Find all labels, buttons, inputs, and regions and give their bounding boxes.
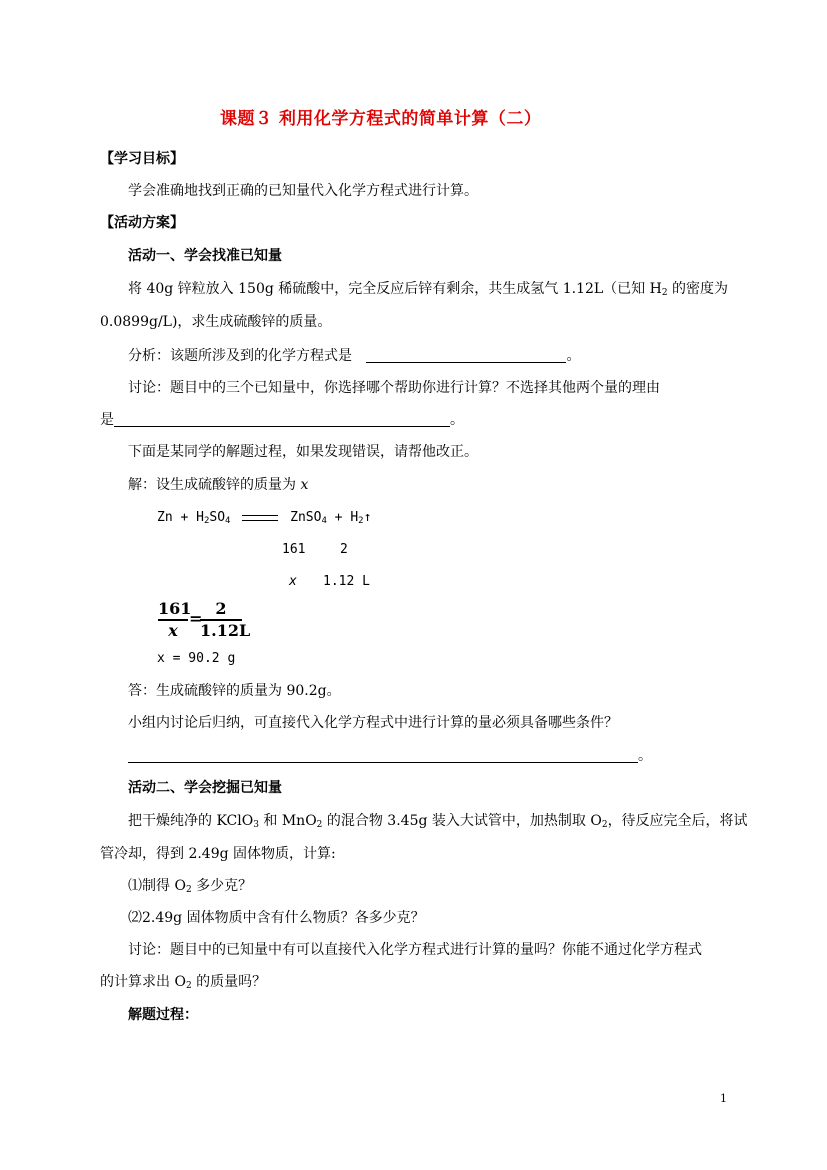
- activity1-problem-line1: [128, 282, 728, 296]
- a2-text-d: ，待反应完全后，将试: [607, 813, 748, 829]
- objectives-text: 学会准确地找到正确的已知量代入化学方程式进行计算。: [128, 183, 478, 199]
- subscript: 3: [253, 820, 259, 830]
- page-number: 1: [720, 1092, 727, 1105]
- eq-plus-h: + H: [326, 510, 359, 525]
- a2-text-b: 和 MnO: [258, 813, 317, 829]
- eq-sub: 2: [358, 516, 364, 526]
- a2-text-c: 的混合物 3.45g 装入大试管中，加热制取 O: [322, 813, 602, 829]
- problem-text-a: 将 40g 锌粒放入 150g 稀硫酸中，完全反应后锌有剩余，共生成氢气 1.12L（已知 H: [128, 281, 662, 297]
- frac2-denominator: 1.12L: [200, 621, 251, 640]
- student-intro: 下面是某同学的解题过程，如果发现错误，请帮他改正。: [128, 444, 478, 460]
- group-answer-line: [128, 748, 652, 763]
- discussion-end: 。: [450, 412, 464, 428]
- question-2: ⑵2.49g 固体物质中含有什么物质？各多少克？: [128, 910, 425, 926]
- group-blank[interactable]: [128, 748, 638, 763]
- subscript: 2: [661, 288, 668, 298]
- row1-mass-2: 2: [340, 542, 348, 557]
- activity2-problem-line2: 管冷却，得到 2.49g 固体物质，计算:: [100, 846, 336, 862]
- activity2-discussion-line2: [100, 975, 266, 989]
- subscript: 2: [316, 820, 323, 830]
- gas-arrow-icon: ↑: [363, 510, 372, 525]
- q1-text-a: ⑴制得 O: [128, 878, 186, 894]
- frac1-numerator: 161: [158, 599, 192, 618]
- fraction-2-over-1.12L: [200, 599, 251, 640]
- discussion-line2: [100, 412, 464, 427]
- analysis-line: [128, 348, 580, 363]
- row1-mass-161: 161: [282, 542, 306, 557]
- solution-variable: x: [300, 477, 309, 493]
- solution-process-heading: 解题过程：: [128, 1007, 198, 1023]
- equals-sign: =: [189, 609, 203, 628]
- discussion-blank[interactable]: [114, 412, 450, 427]
- activity-plan-heading: 【活动方案】: [100, 215, 184, 231]
- analysis-blank[interactable]: [366, 348, 566, 363]
- subscript: 2: [185, 885, 192, 895]
- activity2-discussion-line1: 讨论：题目中的已知量中有可以直接代入化学方程式进行计算的量吗？你能不通过化学方程式: [128, 942, 702, 958]
- frac2-numerator: 2: [215, 599, 227, 618]
- activity1-problem-line2: 0.0899g/L)，求生成硫酸锌的质量。: [100, 314, 332, 330]
- row2-volume: 1.12 L: [323, 574, 370, 589]
- q1-text-b: 多少克？: [191, 878, 253, 894]
- question-1: [128, 879, 252, 893]
- eq-sub: 4: [321, 516, 327, 526]
- group-question: 小组内讨论后归纳，可直接代入化学方程式中进行计算的量必须具备哪些条件？: [128, 715, 618, 731]
- eq-sub: 2: [203, 516, 210, 526]
- d2-text-b: 的质量吗？: [191, 974, 267, 990]
- problem-text-b: 的密度为: [667, 281, 729, 297]
- discussion-line1: 讨论：题目中的三个已知量中，你选择哪个帮助你进行计算？不选择其他两个量的理由: [128, 380, 660, 396]
- fraction-161-over-x: [158, 599, 192, 640]
- eq-right: ZnSO: [290, 510, 322, 525]
- eq-left: Zn + H: [157, 510, 204, 525]
- solution-setup: [128, 478, 308, 492]
- analysis-label: 分析：该题所涉及到的化学方程式是: [128, 348, 352, 364]
- subscript: 2: [601, 820, 608, 830]
- result-line: x = 90.2 g: [157, 651, 236, 666]
- group-end: 。: [638, 748, 652, 764]
- page-title: 课题３ 利用化学方程式的简单计算（二）: [220, 109, 542, 129]
- d2-text-a: 的计算求出 O: [100, 974, 186, 990]
- row2-x: x: [289, 574, 297, 589]
- frac1-denominator: x: [168, 621, 178, 640]
- activity1-heading: 活动一、学会找准已知量: [128, 248, 282, 264]
- eq-sub: 4: [225, 516, 231, 526]
- activity2-problem-line1: [128, 814, 748, 828]
- double-line-sign: [242, 515, 278, 521]
- subscript: 2: [185, 981, 192, 991]
- a2-text-a: 把干燥纯净的 KClO: [128, 813, 254, 829]
- analysis-end: 。: [566, 348, 581, 364]
- eq-so: SO: [209, 510, 226, 525]
- objectives-heading: 【学习目标】: [100, 151, 184, 167]
- answer-line: 答：生成硫酸锌的质量为 90.2g。: [128, 683, 341, 699]
- activity2-heading: 活动二、学会挖掘已知量: [128, 780, 282, 796]
- chemical-equation: [157, 511, 371, 524]
- solution-label: 解：设生成硫酸锌的质量为: [128, 477, 296, 493]
- discussion-label: 是: [100, 412, 114, 428]
